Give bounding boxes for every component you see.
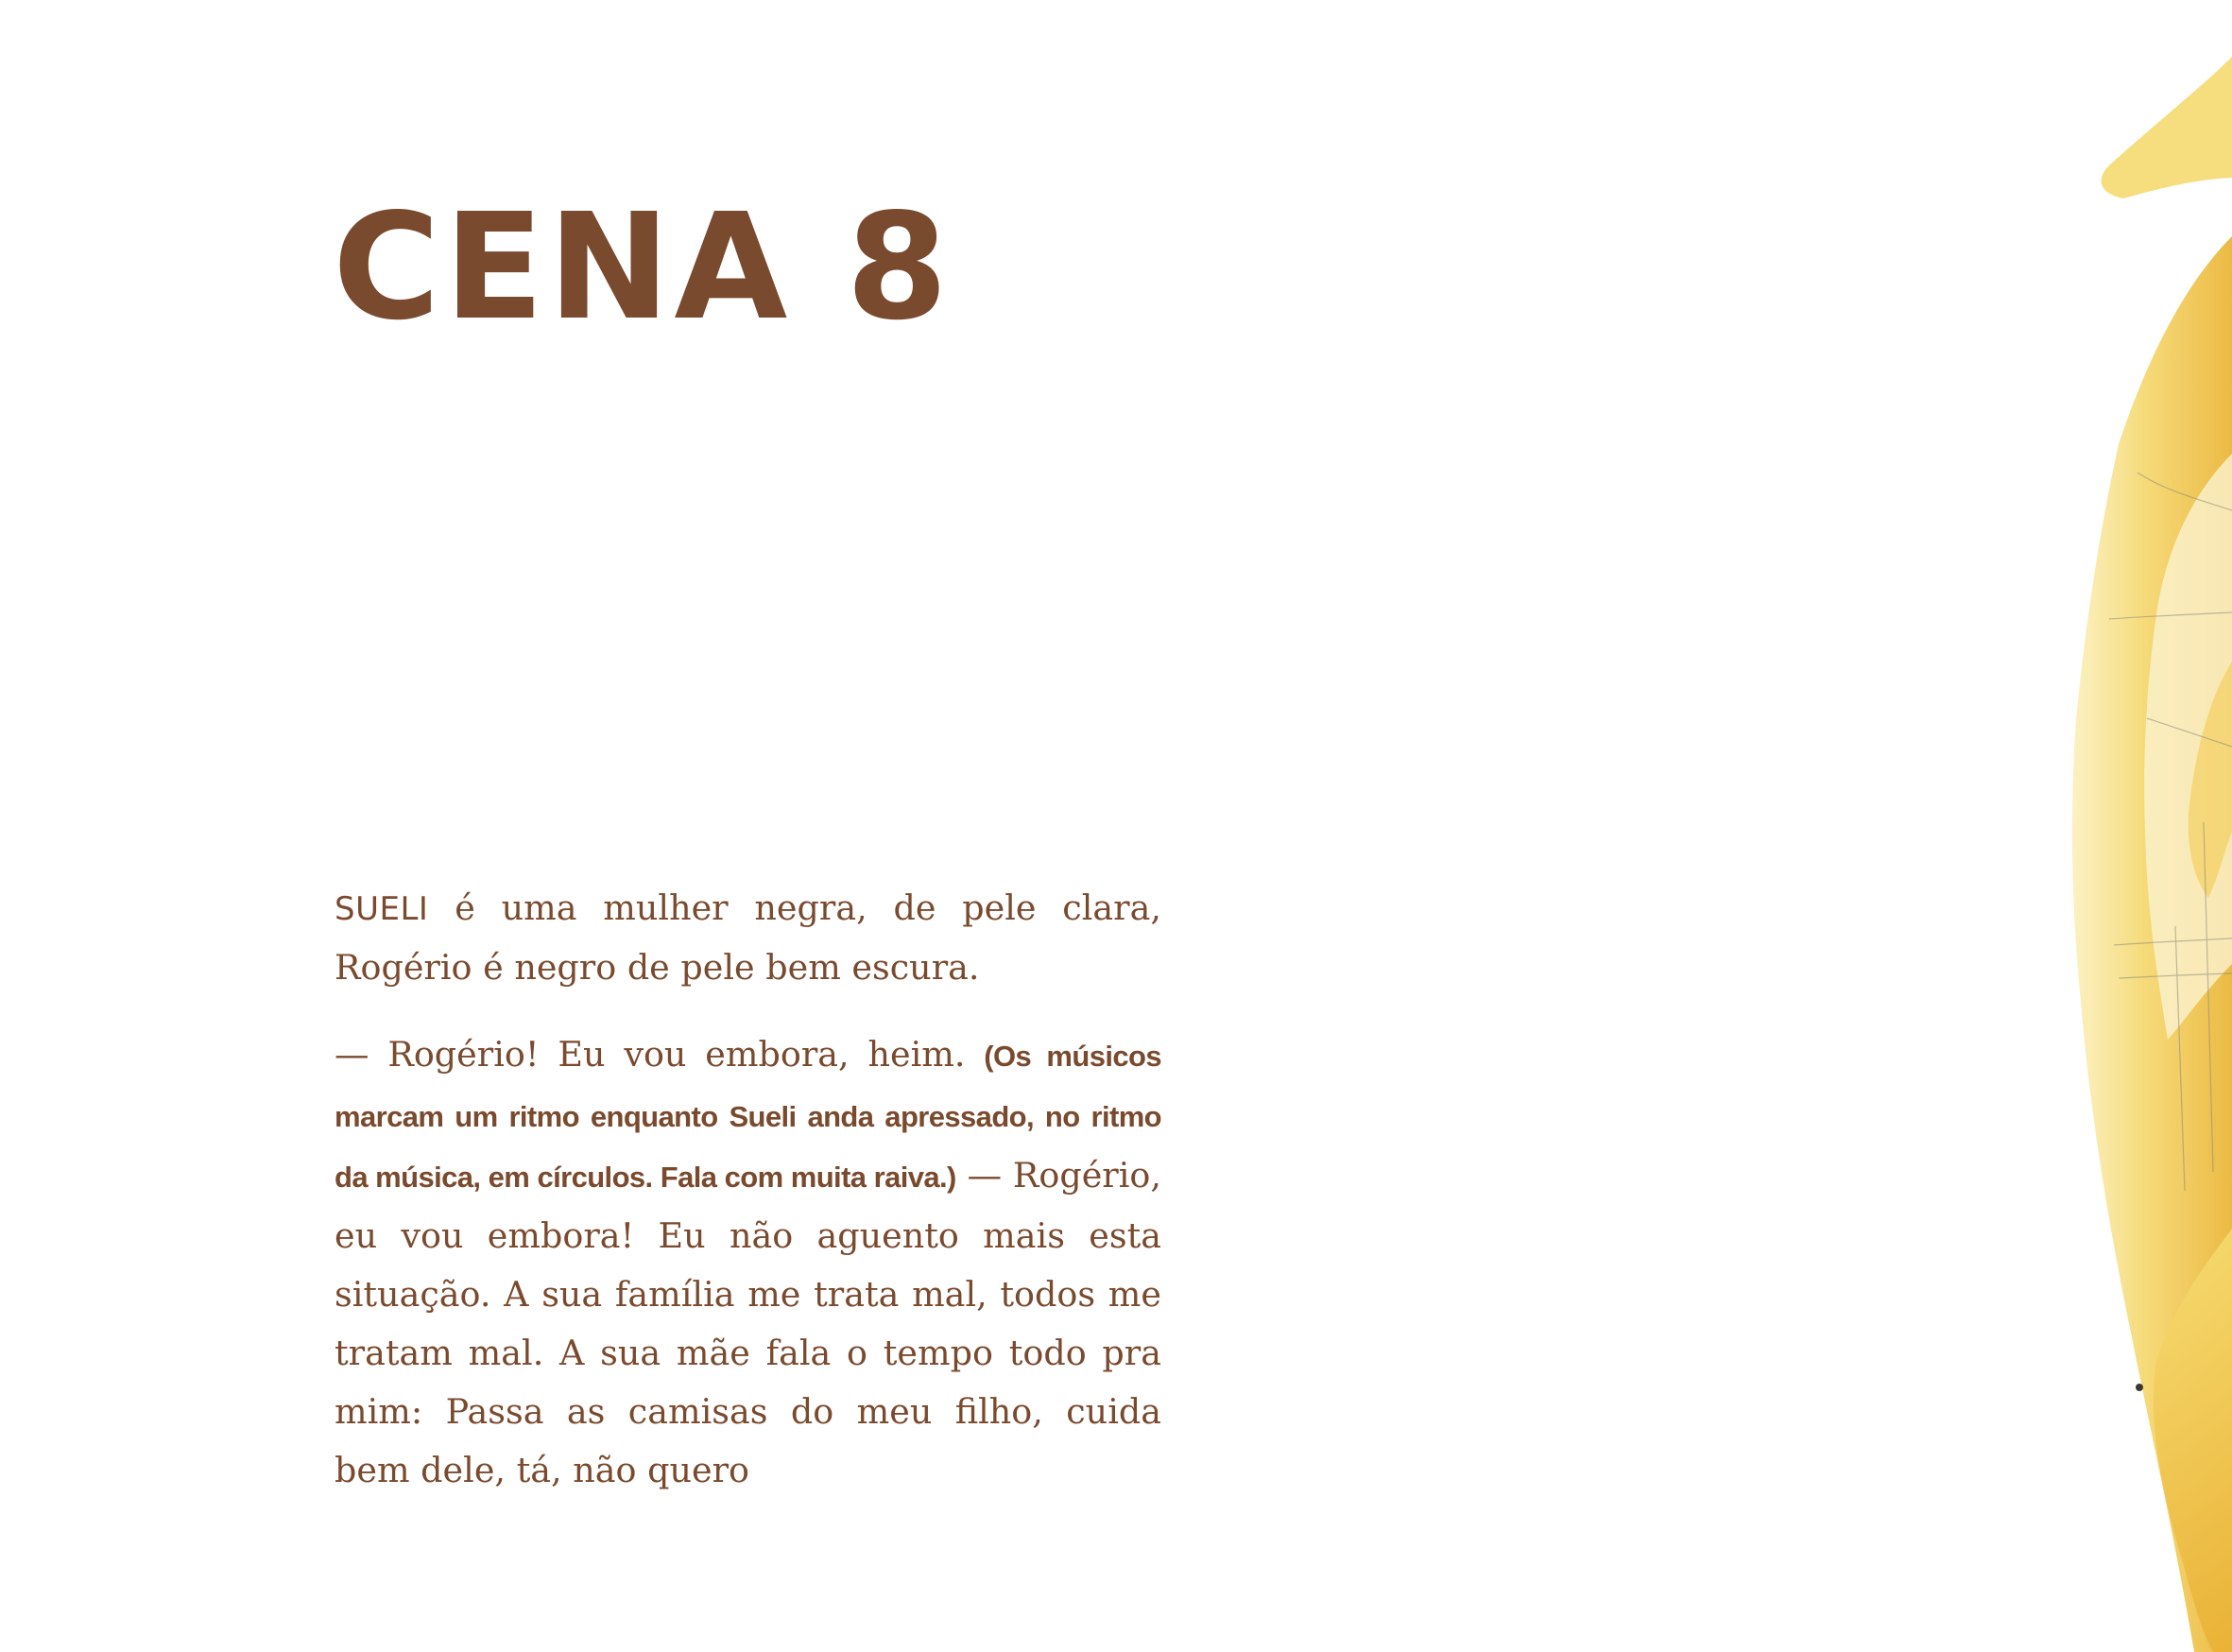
character-name: SUELI [335, 890, 429, 928]
paint-top-stroke [2102, 57, 2232, 198]
scene-body [335, 879, 1161, 1500]
description-text: é uma mulher negra, de pele clara, Rogério é negro de pele bem escura. [335, 887, 1161, 988]
dialogue-line-1: — Rogério! Eu vou embora, heim. [335, 1034, 985, 1075]
stage-direction: (Os músicos marcam um ritmo enquanto Sueli anda apressado, no ritmo da música, em círculos. Fala com muita raiva.) [335, 1040, 1161, 1194]
watercolor-paint-illustration [1920, 0, 2232, 1652]
dialogue-line-2: — Rogério, eu vou embora! Eu não aguento mais esta situação. A sua família me trata mal, todos me tratam mal. A sua mãe fala o tempo todo pra mim: Passa as camisas do meu filho, cuida bem dele, tá, não quero [335, 1155, 1161, 1490]
paint-speck [2136, 1384, 2143, 1391]
stage-description-paragraph [335, 879, 1161, 997]
scene-title: CENA 8 [333, 181, 953, 353]
dialogue-paragraph [335, 1025, 1161, 1500]
